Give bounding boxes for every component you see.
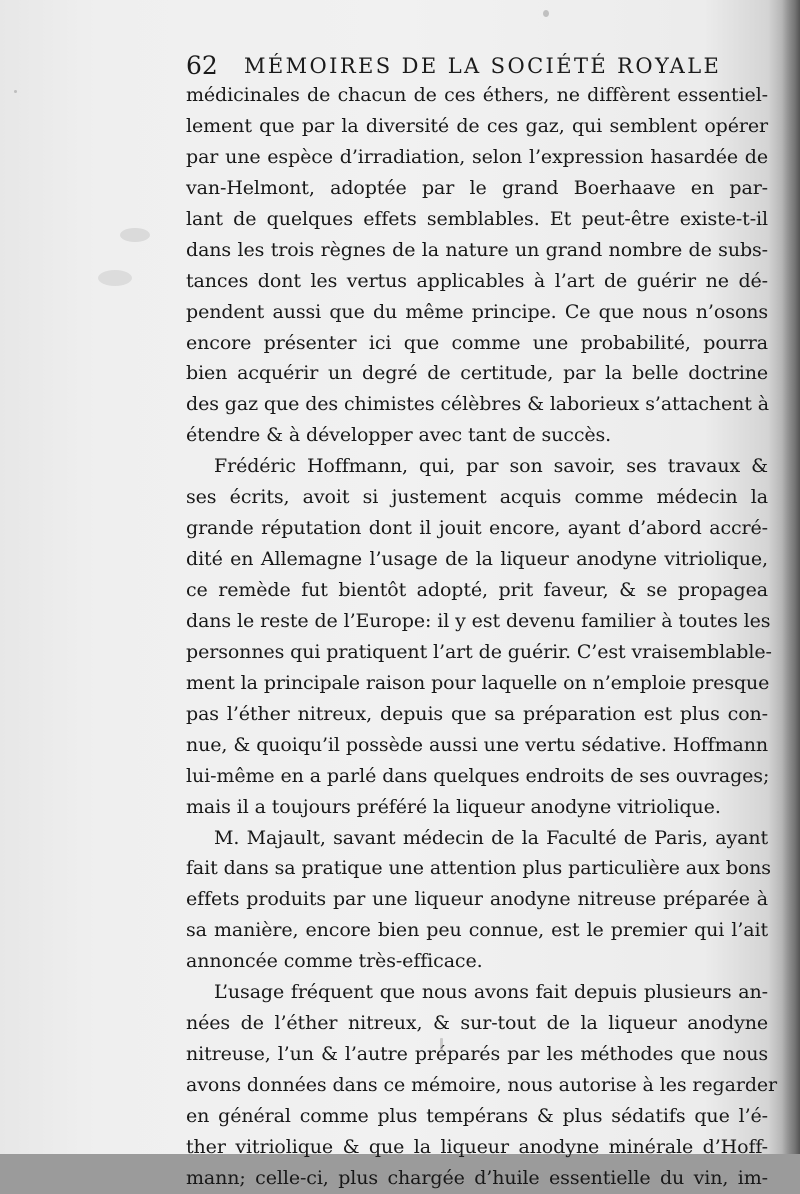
text-line: étendre & à développer avec tant de succès.	[186, 424, 612, 447]
text-line: personnes qui pratiquent l’art de guérir. C’est vraisemblable-	[186, 640, 772, 663]
paragraph-first-line: M. Majault, savant médecin de la Faculté de Paris, ayant	[214, 826, 768, 849]
text-line: nées de l’éther nitreux, & sur-tout de la liqueur anodyne	[186, 1012, 768, 1035]
text-line: médicinales de chacun de ces éthers, ne diffèrent essentiel-	[186, 84, 768, 106]
text-line: ce remède fut bientôt adopté, prit faveur, & se propagea	[186, 579, 768, 601]
text-line: par une espèce d’irradiation, selon l’expression hasardée de	[186, 145, 768, 168]
text-line: pendent aussi que du même principe. Ce que nous n’osons	[186, 300, 768, 323]
text-line: sa manière, encore bien peu connue, est le premier qui l’ait	[186, 919, 768, 942]
text-line: lement que par la diversité de ces gaz, qui semblent opérer	[186, 114, 768, 137]
text-line: annoncée comme très-efficace.	[186, 950, 483, 973]
text-line: nue, & quoiqu’il possède aussi une vertu sédative. Hoffmann	[186, 733, 768, 756]
text-line: ther vitriolique & que la liqueur anodyne minérale d’Hoff-	[186, 1135, 768, 1158]
text-line: nitreuse, l’un & l’autre préparés par les méthodes que nous	[186, 1043, 768, 1066]
text-line: bien acquérir un degré de certitude, par la belle doctrine	[186, 362, 768, 385]
text-line: dité en Allemagne l’usage de la liqueur anodyne vitriolique,	[186, 548, 768, 571]
paper-speck	[120, 228, 150, 242]
text-line: lui-même en a parlé dans quelques endroits de ses ouvrages;	[186, 764, 770, 787]
body-text	[186, 80, 778, 1194]
text-line: dans le reste de l’Europe: il y est devenu familier à toutes les	[186, 609, 771, 632]
text-line: pas l’éther nitreux, depuis que sa préparation est plus con-	[186, 702, 768, 725]
text-line: fait dans sa pratique une attention plus particulière aux bons	[186, 857, 771, 880]
text-line: van-Helmont, adoptée par le grand Boerhaave en par-	[186, 176, 768, 199]
paragraph-first-line: Frédéric Hoffmann, qui, par son savoir, ses travaux &	[214, 455, 768, 478]
text-line: tances dont les vertus applicables à l’art de guérir ne dé-	[186, 269, 768, 292]
paper-speck	[14, 90, 17, 93]
text-line: ses écrits, avoit si justement acquis comme médecin la	[186, 486, 768, 509]
paper-speck	[543, 10, 549, 17]
text-line: lant de quelques effets semblables. Et peut-être existe-t-il	[186, 207, 768, 230]
text-line: dans les trois règnes de la nature un grand nombre de subs-	[186, 238, 768, 261]
text-line: grande réputation dont il jouit encore, ayant d’abord accré-	[186, 517, 768, 540]
text-line: encore présenter ici que comme une probabilité, pourra	[186, 331, 768, 354]
running-title: MÉMOIRES DE LA SOCIÉTÉ ROYALE	[244, 54, 722, 78]
paper-speck	[440, 1038, 443, 1050]
text-line: mann; celle-ci, plus chargée d’huile essentielle du vin, im-	[186, 1166, 768, 1189]
text-line: des gaz que des chimistes célèbres & laborieux s’attachent à	[186, 393, 770, 416]
page-number: 62	[186, 51, 218, 80]
text-line: avons données dans ce mémoire, nous autorise à les regarder	[186, 1074, 778, 1096]
page-edge-shadow	[782, 0, 800, 1154]
text-line: en général comme plus tempérans & plus sédatifs que l’é-	[186, 1104, 768, 1127]
paper-speck	[98, 270, 132, 286]
text-line: mais il a toujours préféré la liqueur anodyne vitriolique.	[186, 795, 721, 818]
text-line: ment la principale raison pour laquelle on n’emploie presque	[186, 671, 770, 694]
paragraph-first-line: L’usage fréquent que nous avons fait depuis plusieurs an-	[214, 981, 768, 1004]
text-line: effets produits par une liqueur anodyne nitreuse préparée à	[186, 888, 768, 911]
